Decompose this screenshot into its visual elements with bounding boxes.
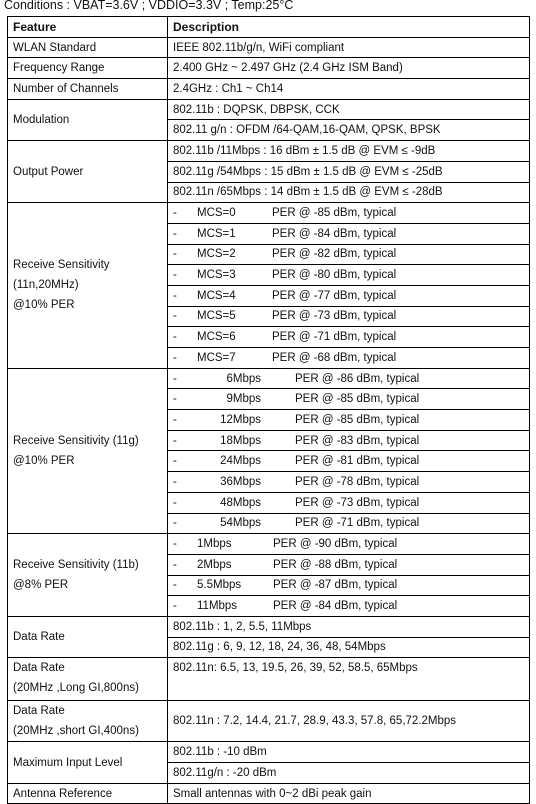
feature-cell: Antenna Reference [8,783,168,804]
description-cell [168,327,530,348]
feature-cell: Output Power [8,141,168,203]
feature-cell [8,534,168,617]
rate-label: MCS=6 [197,331,236,344]
rate-label: 48Mbps [220,496,261,509]
feature-cell [8,368,168,534]
per-value: PER @ -73 dBm, typical [272,310,397,323]
feature-cell: Frequency Range [8,58,168,79]
description-cell: 802.11 g/n : OFDM /64-QAM,16-QAM, QPSK, BPSK [168,120,530,141]
feature-cell [8,658,168,701]
rate-label: MCS=3 [197,269,236,282]
description-cell [168,265,530,286]
description-cell: IEEE 802.11b/g/n, WiFi compliant [168,37,530,58]
per-value: PER @ -88 dBm, typical [273,558,398,571]
description-cell [168,223,530,244]
per-value: PER @ -84 dBm, typical [272,227,397,240]
rate-label: 12Mbps [220,413,261,426]
description-cell: 802.11b /11Mbps : 16 dBm ± 1.5 dB @ EVM ≤ -9dB [168,141,530,162]
description-cell [168,513,530,534]
feature-cell: Data Rate [8,616,168,657]
feature-cell [8,701,168,742]
feature-line: Receive Sensitivity [13,259,110,272]
per-value: PER @ -81 dBm, typical [295,455,420,468]
bullet-dash: - [173,455,177,468]
description-cell [168,368,530,389]
feature-line: (20MHz ,Long GI,800ns) [13,682,139,695]
feature-line: @10% PER [13,454,75,467]
bullet-dash: - [173,496,177,509]
bullet-dash: - [173,413,177,426]
feature-cell: Modulation [8,99,168,140]
description-cell [168,472,530,493]
per-value: PER @ -71 dBm, typical [272,331,397,344]
description-cell [168,575,530,596]
bullet-dash: - [173,600,177,613]
table-row [8,658,530,701]
description-cell: 802.11n /65Mbps : 14 dBm ± 1.5 dB @ EVM ≤ -28dB [168,182,530,203]
description-cell: 802.11n : 7.2, 14.4, 21.7, 28.9, 43.3, 57.8, 65,72.2Mbps [168,701,530,742]
table-row [8,742,530,763]
feature-cell: WLAN Standard [8,37,168,58]
description-cell [168,554,530,575]
bullet-dash: - [173,475,177,488]
feature-cell [8,203,168,369]
description-cell [168,348,530,369]
feature-line: @8% PER [13,579,69,592]
header-row [8,17,530,38]
per-value: PER @ -77 dBm, typical [272,289,397,302]
description-cell: 802.11g/n : -20 dBm [168,763,530,784]
bullet-dash: - [173,517,177,530]
description-cell [168,306,530,327]
description-cell [168,285,530,306]
feature-line: (11n,20MHz) [13,279,79,292]
table-row [8,79,530,100]
description-cell [168,596,530,617]
description-cell [168,451,530,472]
bullet-dash: - [173,538,177,551]
per-value: PER @ -86 dBm, typical [295,372,420,385]
description-cell: 802.11n: 6.5, 13, 19.5, 26, 39, 52, 58.5, 65Mbps [168,658,530,701]
feature-line: Receive Sensitivity (11b) [13,559,139,572]
bullet-dash: - [173,248,177,261]
rate-label: MCS=7 [197,351,236,364]
rate-label: 54Mbps [220,517,261,530]
per-value: PER @ -68 dBm, typical [272,351,397,364]
table-row [8,783,530,804]
per-value: PER @ -82 dBm, typical [272,248,397,261]
bullet-dash: - [173,207,177,220]
per-value: PER @ -71 dBm, typical [295,517,420,530]
rate-label: 5.5Mbps [197,579,242,592]
table-row [8,701,530,742]
description-cell [168,203,530,224]
feature-line: Receive Sensitivity (11g) [13,434,139,447]
feature-line: (20MHz ,short GI,400ns) [13,725,139,738]
rate-label: 18Mbps [220,434,261,447]
description-cell: 802.11b : -10 dBm [168,742,530,763]
description-cell: 802.11b : 1, 2, 5.5, 11Mbps [168,616,530,637]
per-value: PER @ -85 dBm, typical [272,207,397,220]
per-value: PER @ -73 dBm, typical [295,496,420,509]
bullet-dash: - [173,269,177,282]
description-cell: Small antennas with 0~2 dBi peak gain [168,783,530,804]
description-cell: 802.11g : 6, 9, 12, 18, 24, 36, 48, 54Mbps [168,637,530,658]
description-cell: 2.400 GHz ~ 2.497 GHz (2.4 GHz ISM Band) [168,58,530,79]
feature-cell: Maximum Input Level [8,742,168,783]
rate-label: MCS=5 [197,310,236,323]
table-row [8,141,530,162]
bullet-dash: - [173,351,177,364]
description-cell [168,430,530,451]
rate-label: 2Mbps [197,558,232,571]
table-row [8,37,530,58]
rate-label: 6Mbps [226,372,261,385]
per-value: PER @ -78 dBm, typical [295,475,420,488]
table-row [8,99,530,120]
rate-label: MCS=1 [197,227,236,240]
feature-header: Feature [8,17,168,38]
table-row [8,58,530,79]
per-value: PER @ -83 dBm, typical [295,434,420,447]
bullet-dash: - [173,227,177,240]
rate-label: 11Mbps [197,600,238,613]
feature-line: @10% PER [13,299,75,312]
bullet-dash: - [173,310,177,323]
feature-cell: Number of Channels [8,79,168,100]
rate-label: 1Mbps [197,538,232,551]
feature-line: Data Rate [13,705,65,718]
description-cell [168,534,530,555]
test-conditions: Conditions : VBAT=3.6V ; VDDIO=3.3V ; Temp:25°C [4,0,294,12]
per-value: PER @ -87 dBm, typical [273,579,398,592]
per-value: PER @ -90 dBm, typical [273,538,398,551]
per-value: PER @ -84 dBm, typical [273,600,398,613]
rate-label: 9Mbps [226,393,261,406]
description-cell [168,410,530,431]
description-header: Description [168,17,530,38]
feature-line: Data Rate [13,662,65,675]
bullet-dash: - [173,372,177,385]
bullet-dash: - [173,579,177,592]
description-cell: 2.4GHz : Ch1 ~ Ch14 [168,79,530,100]
bullet-dash: - [173,434,177,447]
description-cell [168,492,530,513]
rate-label: 24Mbps [220,455,261,468]
rate-label: MCS=0 [197,207,236,220]
per-value: PER @ -85 dBm, typical [295,413,420,426]
table-row [8,203,530,224]
description-cell [168,389,530,410]
rate-label: MCS=2 [197,248,236,261]
description-cell [168,244,530,265]
description-cell: 802.11g /54Mbps : 15 dBm ± 1.5 dB @ EVM ≤ -25dB [168,161,530,182]
description-cell: 802.11b : DQPSK, DBPSK, CCK [168,99,530,120]
bullet-dash: - [173,289,177,302]
bullet-dash: - [173,393,177,406]
rate-label: 36Mbps [220,475,261,488]
rate-label: MCS=4 [197,289,236,302]
spec-table [7,16,530,804]
table-row [8,616,530,637]
per-value: PER @ -80 dBm, typical [272,269,397,282]
bullet-dash: - [173,331,177,344]
per-value: PER @ -85 dBm, typical [295,393,420,406]
table-row [8,534,530,555]
table-row [8,368,530,389]
bullet-dash: - [173,558,177,571]
